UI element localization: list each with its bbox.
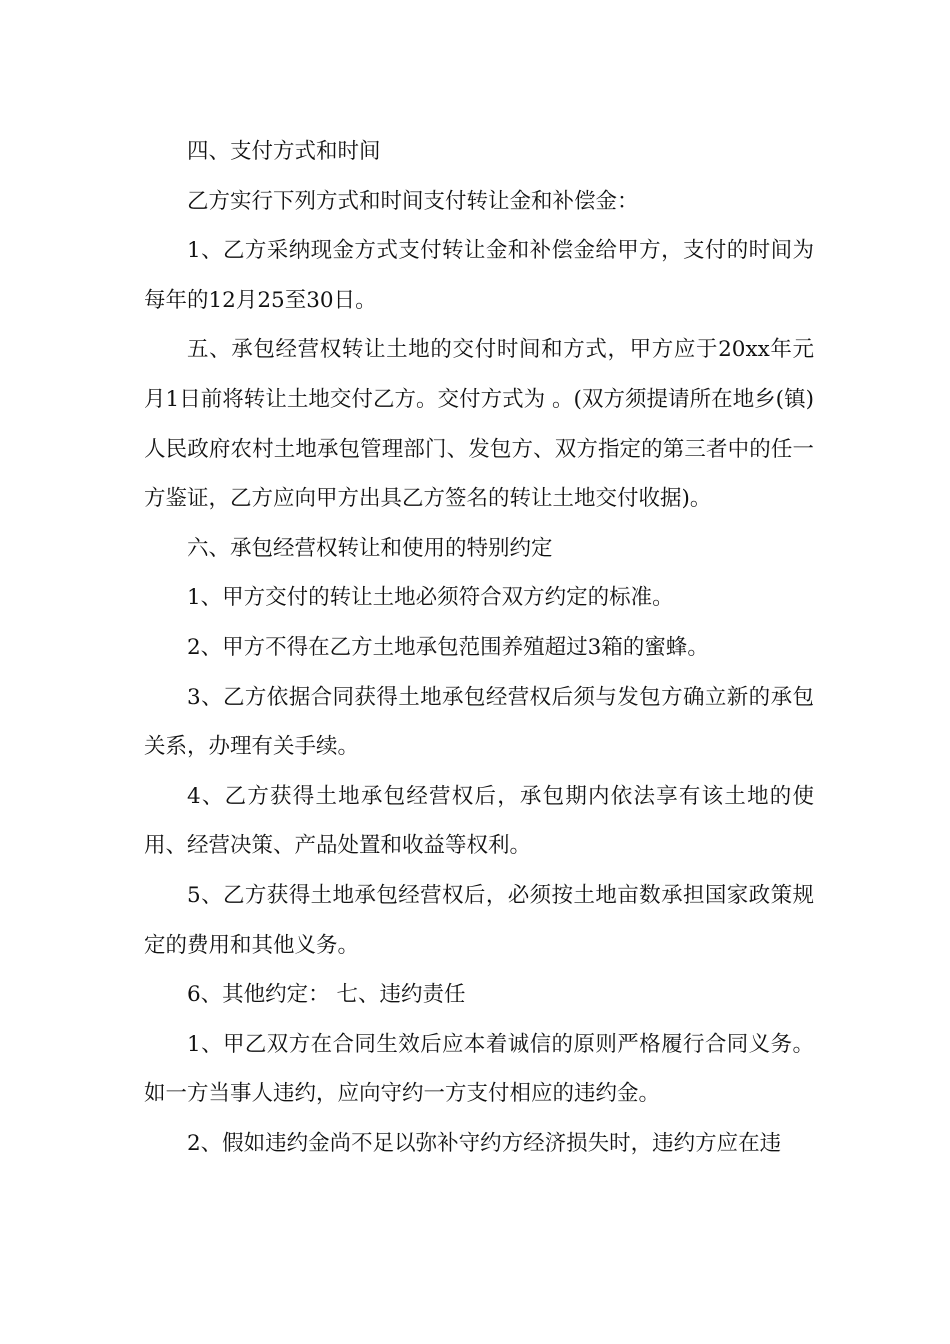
paragraph: 2、假如违约金尚不足以弥补守约方经济损失时，违约方应在违 [187, 1130, 782, 1156]
section-heading-payment: 四、支付方式和时间 [187, 139, 381, 164]
paragraph: 1、甲乙双方在合同生效后应本着诚信的原则严格履行合同义务。如一方当事人违约，应向守约一方支付相应的违约金。 [144, 1031, 814, 1107]
section-heading-delivery: 五、承包经营权转让土地的交付时间和方式，甲方应于20xx年元月1日前将转让土地交付乙方。交付方式为 。(双方须提请所在地乡(镇)人民政府农村土地承包管理部门、发包方、双方指定的第三者中的任一方鉴证，乙方应向甲方出具乙方签名的转让土地交付收据)。 [144, 337, 814, 512]
paragraph: 1、乙方采纳现金方式支付转让金和补偿金给甲方，支付的时间为每年的12月25至30日。 [144, 238, 814, 313]
document-body [144, 127, 814, 1168]
paragraph: 2、甲方不得在乙方土地承包范围养殖超过3箱的蜜蜂。 [187, 634, 709, 660]
section-heading-liability: 6、其他约定： 七、违约责任 [187, 982, 466, 1008]
paragraph: 1、甲方交付的转让土地必须符合双方约定的标准。 [187, 585, 674, 611]
section-heading-special-terms: 六、承包经营权转让和使用的特别约定 [187, 535, 553, 561]
paragraph: 4、乙方获得土地承包经营权后，承包期内依法享有该土地的使用、经营决策、产品处置和收益等权利。 [144, 783, 814, 859]
paragraph: 5、乙方获得土地承包经营权后，必须按土地亩数承担国家政策规定的费用和其他义务。 [144, 882, 814, 958]
paragraph: 3、乙方依据合同获得土地承包经营权后须与发包方确立新的承包关系，办理有关手续。 [144, 684, 814, 760]
paragraph: 乙方实行下列方式和时间支付转让金和补偿金： [187, 188, 639, 214]
